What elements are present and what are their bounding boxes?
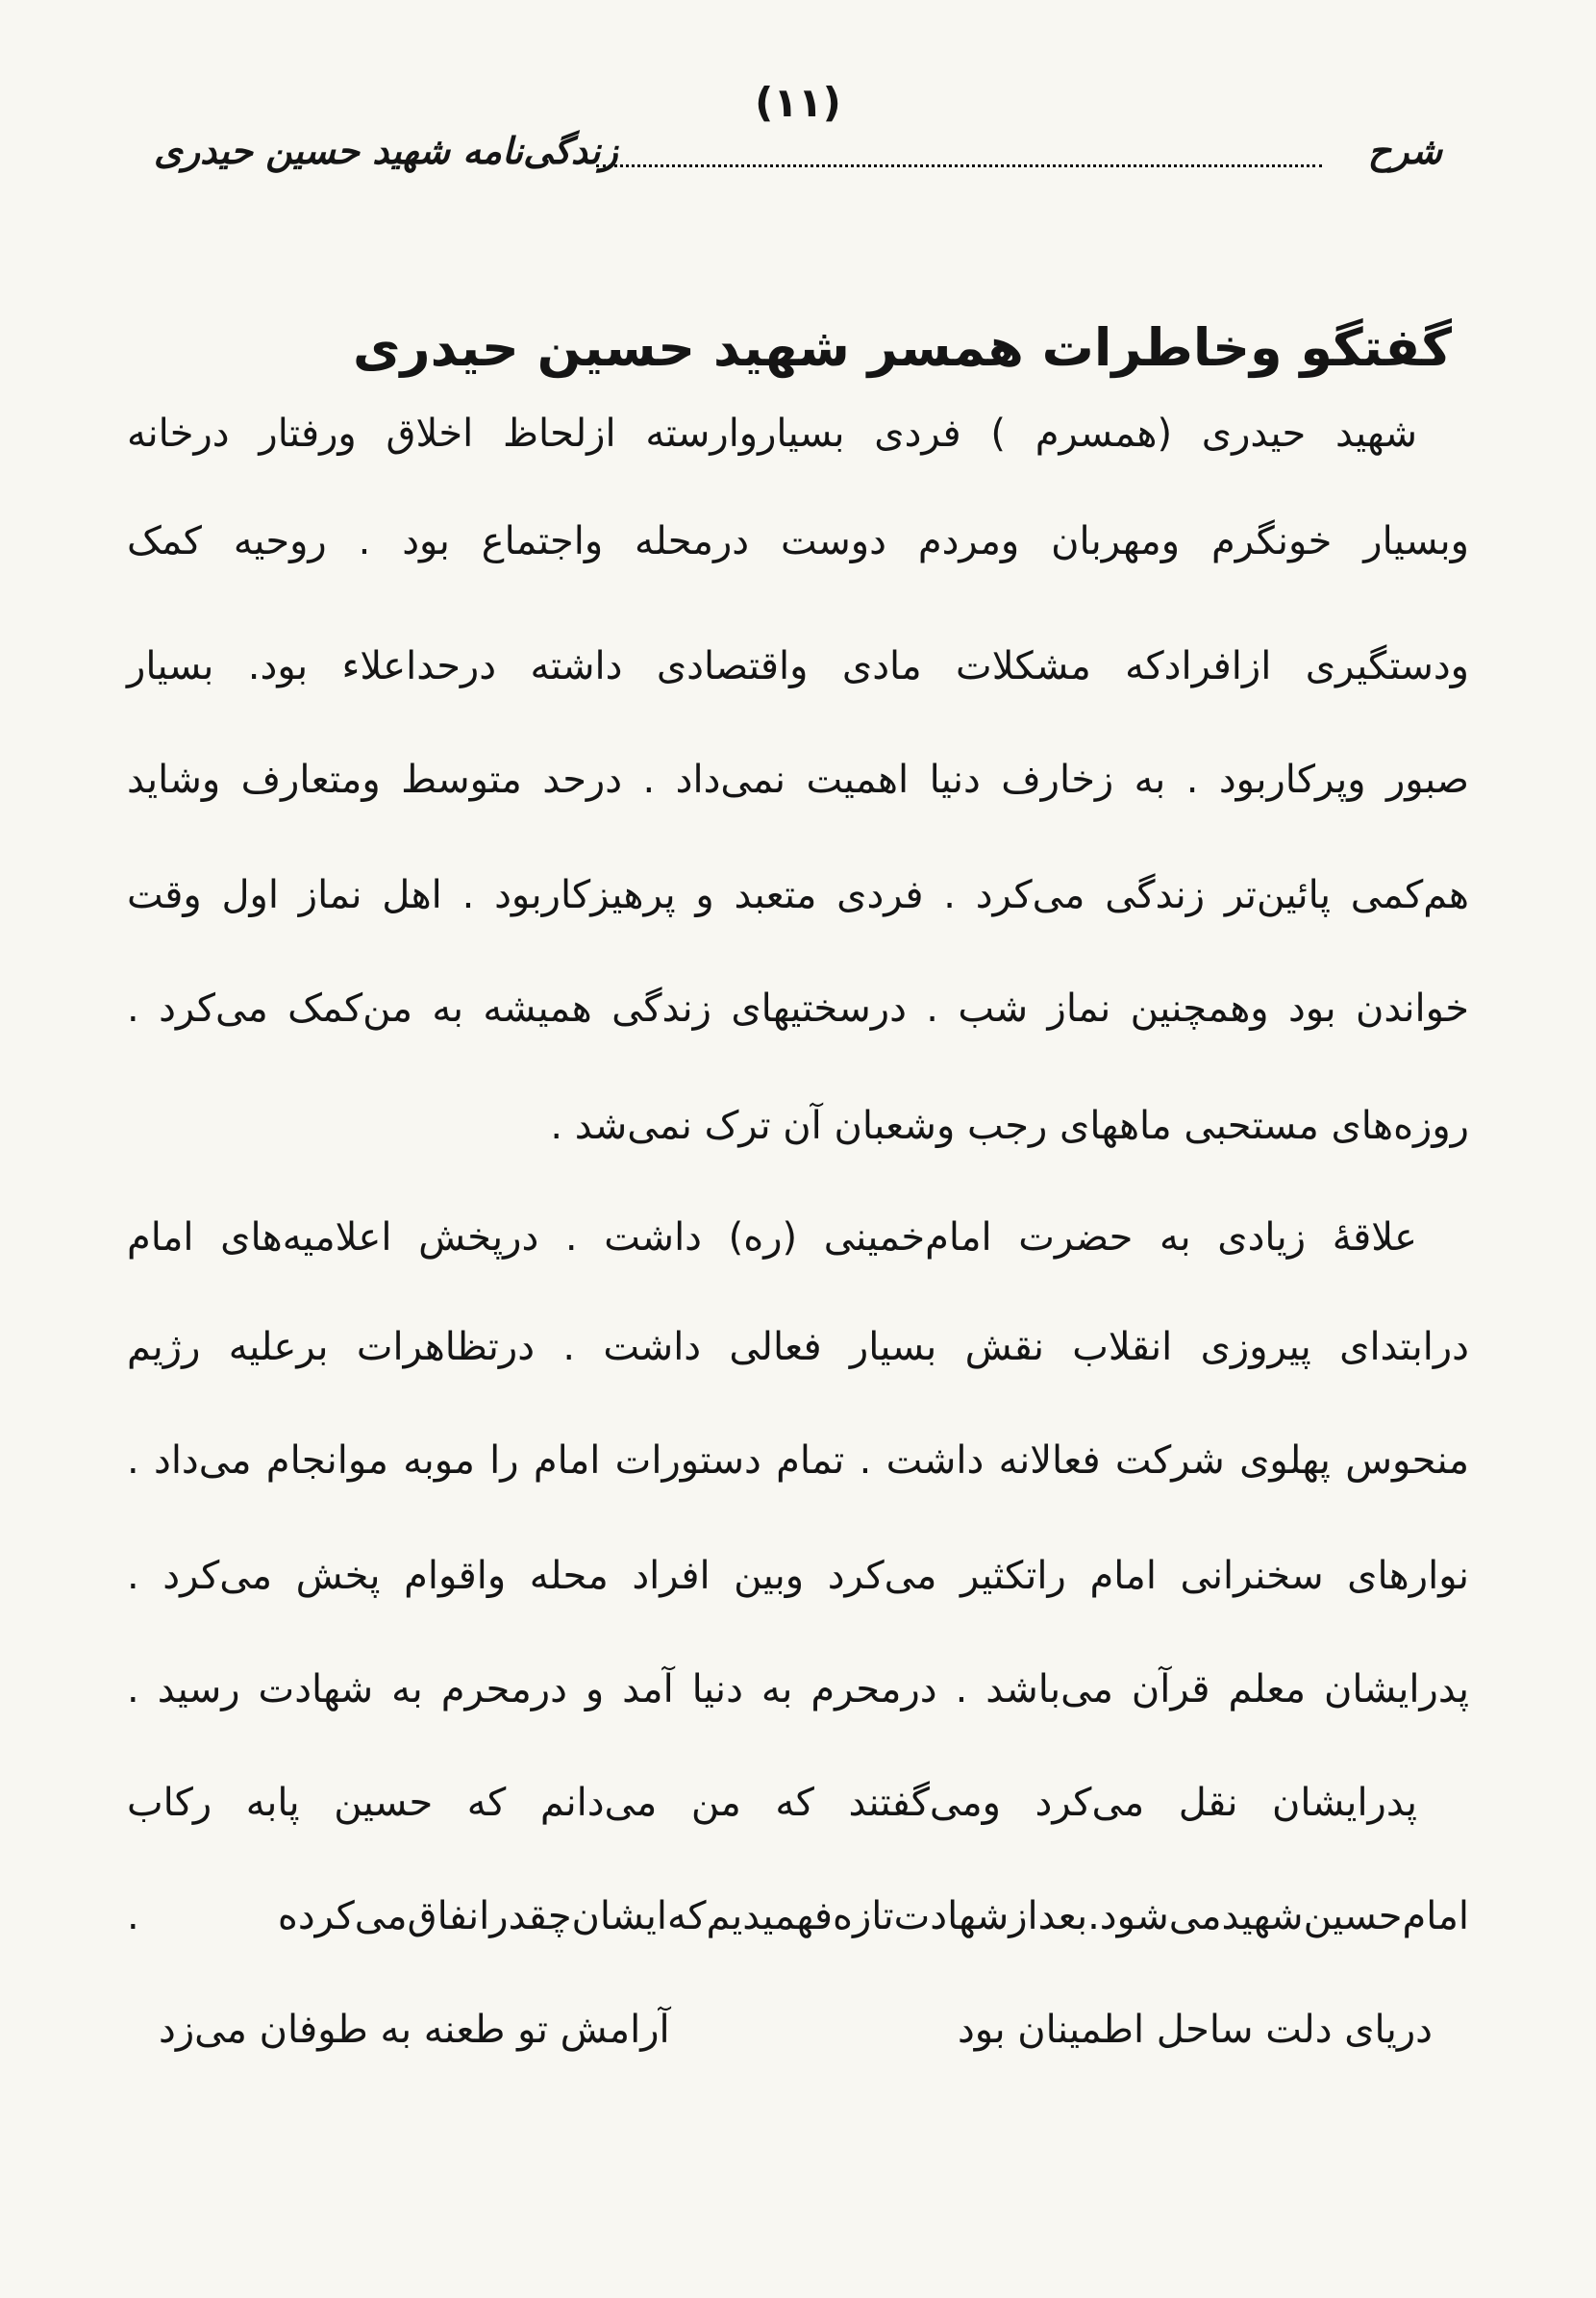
body-line: شهید حیدری (همسرم ) فردی بسیاروارسته ازلحاظ اخلاق ورفتار درخانه — [127, 412, 1417, 456]
body-line: هم‌کمی پائین‌تر زندگی می‌کرد . فردی متعبد و پرهیزکاربود . اهل نماز اول وقت — [127, 873, 1469, 917]
poem-first-hemistich: دریای دلت ساحل اطمینان بود — [957, 2008, 1433, 2052]
body-line: روزه‌های مستحبی ماههای رجب وشعبان آن ترک نمی‌شد . — [550, 1104, 1469, 1148]
body-line: پدرایشان معلم قرآن می‌باشد . درمحرم به دنیا آمد و درمحرم به شهادت رسید . — [127, 1667, 1469, 1711]
header-book-title: زندگی‌نامه شهید حسین حیدری — [154, 130, 618, 172]
body-line: صبور وپرکاربود . به زخارف دنیا اهمیت نمی‌داد . درحد متوسط ومتعارف وشاید — [127, 758, 1469, 802]
body-line: نوارهای سخنرانی امام راتکثیر می‌کرد وبین افراد محله واقوام پخش می‌کرد . — [127, 1554, 1469, 1598]
poem-second-hemistich: آرامش تو طعنه به طوفان می‌زد — [159, 2008, 670, 2052]
body-line: پدرایشان نقل می‌کرد ومی‌گفتند که من می‌دانم که حسین پابه رکاب — [127, 1781, 1417, 1825]
body-line: امام‌حسین‌شهیدمی‌شود.بعدازشهادت‌تازه‌فهمیدیم‌که‌ایشان‌چقدرانفاق‌می‌کرده . — [127, 1894, 1469, 1938]
header-section-label: شرح — [1367, 130, 1442, 172]
body-line: علاقهٔ زیادی به حضرت امام‌خمینی (ره) داشت . درپخش اعلامیه‌های امام — [127, 1215, 1417, 1260]
body-line: خواندن بود وهمچنین نماز شب . درسختیهای زندگی همیشه به من‌کمک می‌کرد . — [127, 987, 1469, 1031]
body-line: وبسیار خونگرم ومهربان ومردم دوست درمحله واجتماع بود . روحیه کمک — [127, 519, 1469, 563]
body-line: ودستگیری ازافرادکه مشکلات مادی واقتصادی داشته درحداعلاء بود. بسیار — [127, 644, 1469, 688]
body-line: منحوس پهلوی شرکت فعالانه داشت . تمام دستورات امام را موبه موانجام می‌داد . — [127, 1438, 1469, 1483]
header-dotted-leader — [596, 164, 1322, 167]
page-number: (۱۱) — [755, 79, 841, 126]
chapter-title: گفتگو وخاطرات همسر شهید حسین حیدری — [353, 317, 1452, 379]
body-line: درابتدای پیروزی انقلاب نقش بسیار فعالی داشت . درتظاهرات برعلیه رژیم — [127, 1325, 1469, 1369]
